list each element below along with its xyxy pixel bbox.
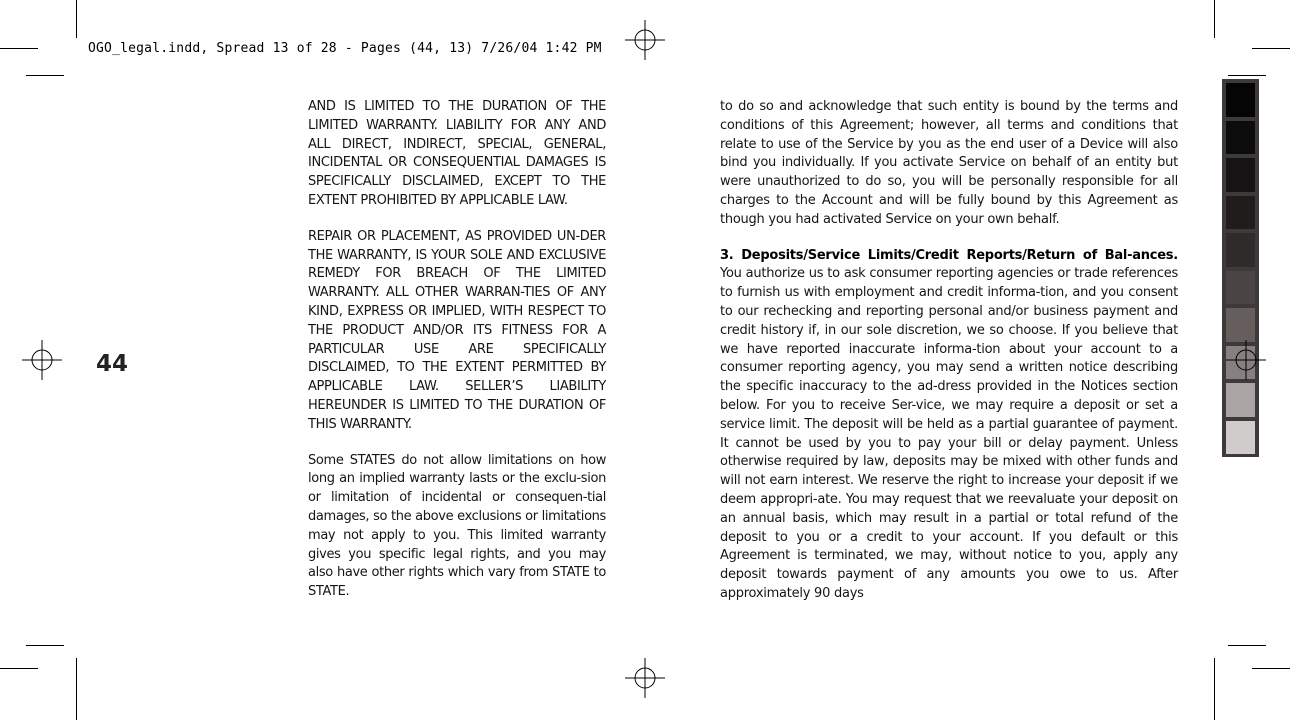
crop-mark	[1252, 48, 1290, 49]
color-swatch	[1226, 233, 1255, 267]
color-swatch	[1226, 271, 1255, 305]
page-number: 44	[96, 351, 129, 377]
registration-target-icon	[625, 20, 665, 60]
registration-target-icon	[1226, 340, 1266, 380]
crop-mark	[1214, 658, 1215, 720]
crop-mark	[1252, 668, 1290, 669]
color-swatch	[1226, 121, 1255, 155]
registration-target-icon	[22, 340, 62, 380]
color-swatch	[1226, 196, 1255, 230]
color-swatch	[1226, 421, 1255, 455]
state-rights-paragraph: Some STATES do not allow limitations on how long an implied warranty lasts or the exclu-sion or limitation of incidental or consequen-tial damages, so the above exclusions or limitations may not apply to you. This limited warranty gives you specific legal rights, and you may also have other rights which vary from STATE to STATE.	[308, 452, 606, 600]
color-swatch	[1226, 83, 1255, 117]
section-heading: 3. Deposits/Service Limits/Credit Reports/Return of Bal-ances.	[720, 247, 1178, 263]
section-body: You authorize us to ask consumer reporting agencies or trade references to furnish us with employment and credit informa-tion, and you consent to our rechecking and reporting personal and/or business payment and credit history if, in our sole discretion, we so choose. If you believe that we have reported inaccurate informa-tion about your account to a consumer reporting agency, you may send a written notice describing the specific inaccuracy to the ad-dress provided in the Notices section below. For you to receive Ser-vice, we may require a deposit or set a service limit. The deposit will be held as a partial guarantee of payment. It cannot be used by you to pay your bill or delay payment. Unless otherwise required by law, deposits may be mixed with other funds and will not earn interest. We reserve the right to increase your deposit if we deem appropri-ate. You may request that we reevaluate your deposit on an annual basis, which may result in a partial or total refund of the deposit to you or a credit to your account. If you default or this Agreement is terminated, we may, without notice to you, apply any deposit towards payment of any amounts you owe to us. After approximately 90 days	[720, 266, 1178, 601]
crop-mark	[26, 75, 64, 76]
agreement-binding-paragraph: to do so and acknowledge that such entity is bound by the terms and conditions of this Agreement; however, all terms and conditions that relate to use of the Service by you as the end user of a Device will also bind you individually. If you activate Service on behalf of an entity but were unauthorized to do so, you will be personally responsible for all charges to the Account and will be fully bound by this Agreement as though you had activated Service on your own behalf.	[720, 99, 1178, 227]
crop-mark	[1228, 75, 1266, 76]
crop-mark	[76, 0, 77, 38]
crop-mark	[76, 658, 77, 720]
crop-mark	[0, 668, 38, 669]
color-control-bar	[1222, 79, 1259, 457]
repair-remedy-paragraph: REPAIR OR PLACEMENT, AS PROVIDED UN-DER THE WARRANTY, IS YOUR SOLE AND EXCLUSIVE REMEDY FOR BREACH OF THE LIMITED WARRANTY. ALL OTHER WARRAN-TIES OF ANY KIND, EXPRESS OR IMPLIED, WITH RESPECT TO THE PRODUCT AND/OR ITS FITNESS FOR A PARTICULAR USE ARE SPECIFICALLY DISCLAIMED, TO THE EXTENT PERMITTED BY APPLICABLE LAW. SELLER’S LIABILITY HEREUNDER IS LIMITED TO THE DURATION OF THIS WARRANTY.	[308, 228, 606, 432]
registration-target-icon	[625, 658, 665, 698]
slug-line: OGO_legal.indd, Spread 13 of 28 - Pages (44, 13) 7/26/04 1:42 PM	[88, 41, 602, 56]
crop-mark	[1228, 645, 1266, 646]
crop-mark	[0, 48, 38, 49]
deposits-section	[720, 247, 1178, 604]
color-swatch	[1226, 158, 1255, 192]
color-swatch	[1226, 308, 1255, 342]
left-column	[308, 98, 606, 602]
right-column	[720, 98, 1178, 604]
warranty-liability-paragraph: AND IS LIMITED TO THE DURATION OF THE LIMITED WARRANTY. LIABILITY FOR ANY AND ALL DIRECT, INDIRECT, SPECIAL, GENERAL, INCIDENTAL OR CONSEQUENTIAL DAMAGES IS SPECIFICALLY DISCLAIMED, EXCEPT TO THE EXTENT PROHIBITED BY APPLICABLE LAW.	[308, 99, 606, 208]
crop-mark	[1214, 0, 1215, 38]
color-swatch	[1226, 383, 1255, 417]
crop-mark	[26, 645, 64, 646]
